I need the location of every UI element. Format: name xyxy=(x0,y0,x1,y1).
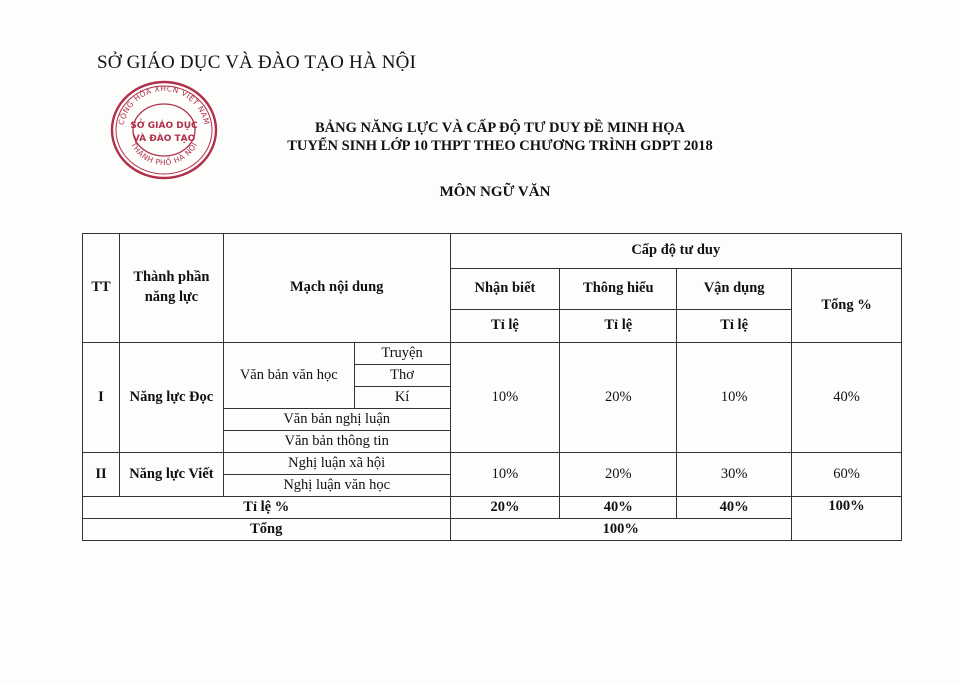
section1-recognize: 10% xyxy=(450,343,560,453)
section1-tt: I xyxy=(83,343,120,453)
seal-text-bottom: THÀNH PHỐ HÀ NỘI xyxy=(128,140,200,168)
header-content: Mạch nội dung xyxy=(223,234,450,343)
subject-title: MÔN NGỮ VĂN xyxy=(439,184,551,200)
document-title-line1: BẢNG NĂNG LỰC VÀ CẤP ĐỘ TƯ DUY ĐỀ MINH HỌA xyxy=(314,120,686,136)
header-component: Thành phần năng lực xyxy=(119,234,223,343)
table-row xyxy=(83,453,902,475)
sum-row xyxy=(83,519,902,541)
header-row-1 xyxy=(83,234,902,269)
section1-informational: Văn bản thông tin xyxy=(223,431,450,453)
ratio-apply: 40% xyxy=(677,497,792,519)
header-tt: TT xyxy=(83,234,120,343)
competency-table xyxy=(82,233,902,541)
section2-literary: Nghị luận văn học xyxy=(223,475,450,497)
seal-inner-line2: VÀ ĐÀO TẠO xyxy=(132,134,196,144)
table-row xyxy=(83,343,902,365)
header-ratio-understand: Tỉ lệ xyxy=(560,310,677,343)
organization-name: SỞ GIÁO DỤC VÀ ĐÀO TẠO HÀ NỘI xyxy=(97,52,417,73)
header-apply: Vận dụng xyxy=(677,269,792,310)
section2-tt: II xyxy=(83,453,120,497)
ratio-row xyxy=(83,497,902,519)
section2-component: Năng lực Viết xyxy=(119,453,223,497)
ratio-recognize: 20% xyxy=(450,497,560,519)
section1-apply: 10% xyxy=(677,343,792,453)
genre-story: Truyện xyxy=(354,343,450,365)
seal-inner-line1: SỞ GIÁO DỤC xyxy=(130,121,198,131)
section2-social: Nghị luận xã hội xyxy=(223,453,450,475)
genre-memoir: Kí xyxy=(354,387,450,409)
header-ratio-recognize: Tỉ lệ xyxy=(450,310,560,343)
sum-label: Tổng xyxy=(83,519,451,541)
section1-argumentative: Văn bản nghị luận xyxy=(223,409,450,431)
header-ratio-apply: Tỉ lệ xyxy=(677,310,792,343)
section2-recognize: 10% xyxy=(450,453,560,497)
ratio-total: 100% xyxy=(792,497,902,541)
section1-total: 40% xyxy=(792,343,902,453)
genre-poem: Thơ xyxy=(354,365,450,387)
document-title-line2: TUYỂN SINH LỚP 10 THPT THEO CHƯƠNG TRÌNH GDPT 2018 xyxy=(287,138,713,154)
section1-literary: Văn bản văn học xyxy=(223,343,354,409)
section2-apply: 30% xyxy=(677,453,792,497)
header-total: Tổng % xyxy=(792,269,902,343)
section1-component: Năng lực Đọc xyxy=(119,343,223,453)
section1-understand: 20% xyxy=(560,343,677,453)
section2-total: 60% xyxy=(792,453,902,497)
header-understand: Thông hiểu xyxy=(560,269,677,310)
header-levels: Cấp độ tư duy xyxy=(450,234,901,269)
ratio-understand: 40% xyxy=(560,497,677,519)
section2-understand: 20% xyxy=(560,453,677,497)
svg-text:CỘNG HÒA XHCN VIỆT NAM xyxy=(117,84,212,126)
sum-value: 100% xyxy=(450,519,792,541)
seal-text-top: CỘNG HÒA XHCN VIỆT NAM xyxy=(116,83,212,126)
official-seal xyxy=(107,78,221,182)
header-recognize: Nhận biết xyxy=(450,269,560,310)
ratio-label: Tỉ lệ % xyxy=(83,497,451,519)
